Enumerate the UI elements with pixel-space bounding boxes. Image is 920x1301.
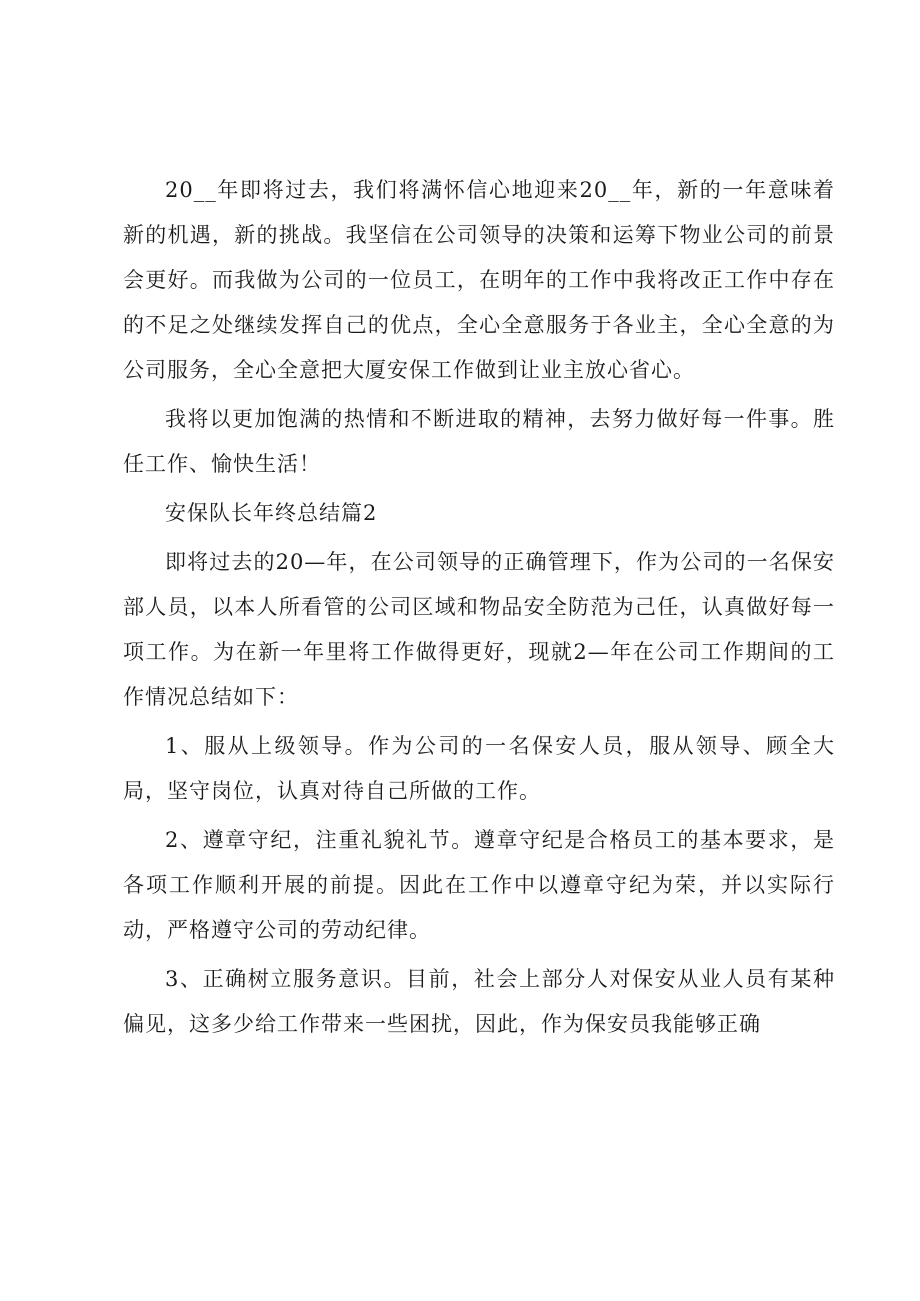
section-title: 安保队长年终总结篇2 (165, 501, 378, 525)
paragraph-item-3: 3、正确树立服务意识。目前，社会上部分人对保安从业人员有某种偏见，这多少给工作带来一些困扰，因此，作为保安员我能够正确 (123, 967, 835, 1036)
paragraph-intro: 即将过去的20—年，在公司领导的正确管理下，作为公司的一名保安部人员，以本人所看管的公司区域和物品安全防范为己任，认真做好每一项工作。为在新一年里将工作做得更好，现就2—年在公司工作期间的工作情况总结如下： (123, 550, 835, 709)
document-body (123, 168, 835, 1051)
paragraph-outlook: 20__年即将过去，我们将满怀信心地迎来20__年，新的一年意味着新的机遇，新的挑战。我坚信在公司领导的决策和运筹下物业公司的前景会更好。而我做为公司的一位员工，在明年的工作中我将改正工作中存在的不足之处继续发挥自己的优点，全心全意服务于各业主，全心全意的为公司服务，全心全意把大厦安保工作做到让业主放心省心。 (123, 178, 835, 382)
paragraph-commitment: 我将以更加饱满的热情和不断进取的精神，去努力做好每一件事。胜任工作、愉快生活！ (123, 407, 835, 476)
paragraph-item-2: 2、遵章守纪，注重礼貌礼节。遵章守纪是合格员工的基本要求，是各项工作顺利开展的前提。因此在工作中以遵章守纪为荣，并以实际行动，严格遵守公司的劳动纪律。 (123, 828, 835, 942)
paragraph-item-1: 1、服从上级领导。作为公司的一名保安人员，服从领导、顾全大局，坚守岗位，认真对待自己所做的工作。 (123, 734, 835, 803)
